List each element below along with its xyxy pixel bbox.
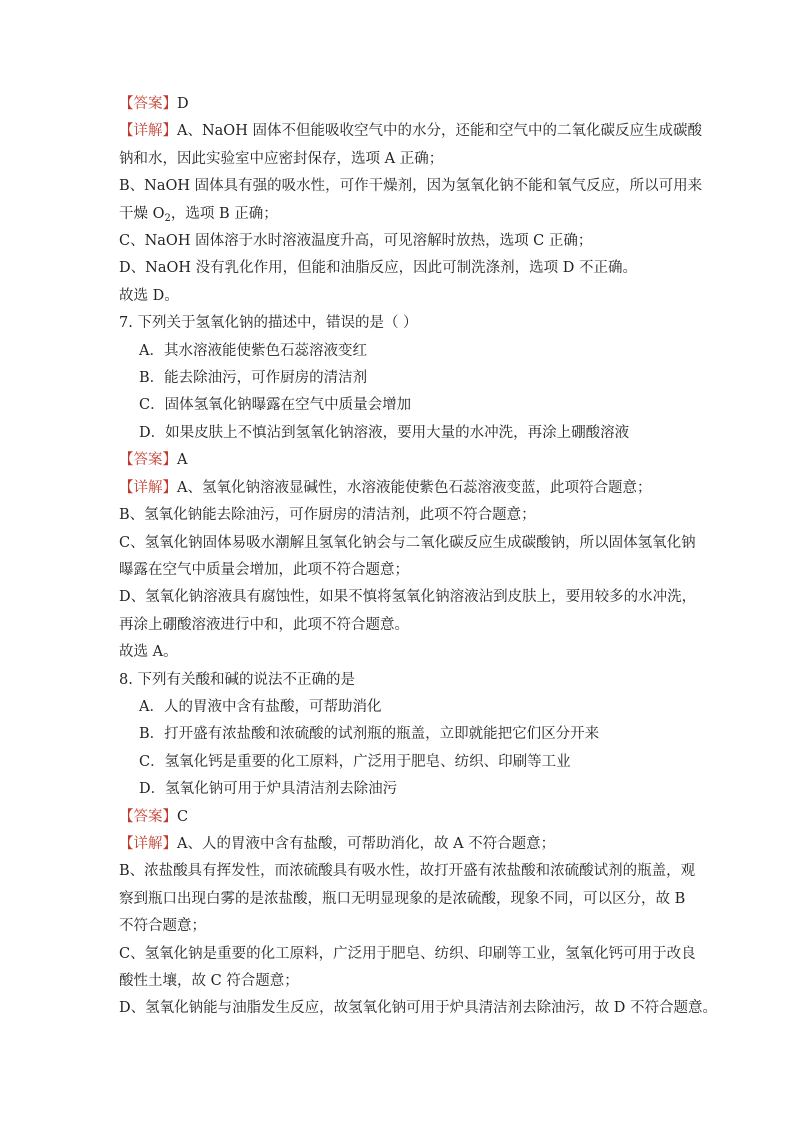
q7-conclusion: 故选 A。 — [119, 644, 178, 661]
analysis-label: 【详解】 — [119, 835, 177, 852]
answer-label: 【答案】 — [119, 452, 177, 469]
q6-analysis-line: 干燥 $O_2$，选项 B 正确； — [119, 205, 278, 224]
q7-option-a: A．其水溶液能使紫色石蕊溶液变红 — [139, 342, 367, 359]
q8-option-b: B．打开盛有浓盐酸和浓硫酸的试剂瓶的瓶盖，立即就能把它们区分开来 — [139, 726, 600, 743]
q7-answer-value: A — [177, 452, 188, 469]
q8-analysis-line: D、氢氧化钠能与油脂发生反应，故氢氧化钠可用于炉具清洁剂去除油污，故 D 不符合题意。 — [119, 1000, 717, 1017]
q7-option-b: B．能去除油污，可作厨房的清洁剂 — [139, 370, 368, 387]
q6-analysis-line: B、NaOH 固体具有强的吸水性，可作干燥剂，因为氢氧化钠不能和氧气反应，所以可用来 — [119, 178, 703, 195]
q8-option-a: A．人的胃液中含有盐酸，可帮助消化 — [139, 698, 382, 715]
q7-stem: 7. 下列关于氢氧化钠的描述中，错误的是（ ） — [119, 315, 418, 332]
analysis-label: 【详解】 — [119, 479, 177, 496]
analysis-label: 【详解】 — [119, 123, 177, 140]
q8-option-d: D．氢氧化钠可用于炉具清洁剂去除油污 — [139, 781, 398, 798]
q8-analysis-line: C、氢氧化钠是重要的化工原料，广泛用于肥皂、纺织、印刷等工业，氢氧化钙可用于改良 — [119, 945, 696, 962]
q7-analysis-line: 【详解】A、氢氧化钠溶液显碱性，水溶液能使紫色石蕊溶液变蓝，此项符合题意； — [119, 479, 652, 496]
q6-analysis-line: C、NaOH 固体溶于水时溶液温度升高，可见溶解时放热，选项 C 正确； — [119, 233, 593, 250]
q8-analysis-line: B、浓盐酸具有挥发性，而浓硫酸具有吸水性，故打开盛有浓盐酸和浓硫酸试剂的瓶盖，观 — [119, 863, 696, 880]
q7-analysis-line: B、氢氧化钠能去除油污，可作厨房的清洁剂，此项不符合题意； — [119, 507, 536, 524]
q7-answer — [119, 447, 684, 474]
q8-stem: 8. 下列有关酸和碱的说法不正确的是 — [119, 671, 355, 688]
q8-analysis-line: 【详解】A、人的胃液中含有盐酸，可帮助消化，故 A 不符合题意； — [119, 835, 556, 852]
q8-analysis-line: 察到瓶口出现白雾的是浓盐酸，瓶口无明显现象的是浓硫酸，现象不同，可以区分，故 B — [119, 890, 686, 907]
q7-analysis-line: D、氢氧化钠溶液具有腐蚀性，如果不慎将氢氧化钠溶液沾到皮肤上，要用较多的水冲洗， — [119, 589, 697, 606]
q8-option-c: C．氢氧化钙是重要的化工原料，广泛用于肥皂、纺织、印刷等工业 — [139, 753, 571, 770]
q6-answer-value: D — [177, 96, 189, 112]
q7-option-d: D．如果皮肤上不慎沾到氢氧化钠溶液，要用大量的水冲洗，再涂上硼酸溶液 — [139, 424, 630, 441]
q7-analysis-line: C、氢氧化钠固体易吸水潮解且氢氧化钠会与二氧化碳反应生成碳酸钠，所以固体氢氧化钠 — [119, 534, 696, 551]
q7-option-c: C．固体氢氧化钠曝露在空气中质量会增加 — [139, 397, 412, 414]
q8-analysis-line: 酸性土壤，故 C 符合题意； — [119, 973, 299, 989]
q8-analysis-line: 不符合题意； — [119, 918, 206, 935]
q8-answer — [119, 804, 684, 831]
q7-analysis-line: 再涂上硼酸溶液进行中和，此项不符合题意。 — [119, 616, 409, 633]
q6-analysis-line: D、NaOH 没有乳化作用，但能和油脂反应，因此可制洗涤剂，选项 D 不正确。 — [119, 260, 637, 277]
q7-analysis-line: 曝露在空气中质量会增加，此项不符合题意； — [119, 561, 409, 578]
q6-conclusion: 故选 D。 — [119, 287, 179, 304]
q6-answer — [119, 91, 684, 118]
q8-answer-value: C — [177, 808, 189, 825]
q6-analysis-line: 【详解】A、NaOH 固体不但能吸收空气中的水分，还能和空气中的二氧化碳反应生成碳酸 — [119, 123, 702, 140]
answer-label: 【答案】 — [119, 808, 177, 825]
q6-analysis-line: 钠和水，因此实验室中应密封保存，选项 A 正确； — [119, 150, 444, 167]
answer-label: 【答案】 — [119, 96, 177, 112]
